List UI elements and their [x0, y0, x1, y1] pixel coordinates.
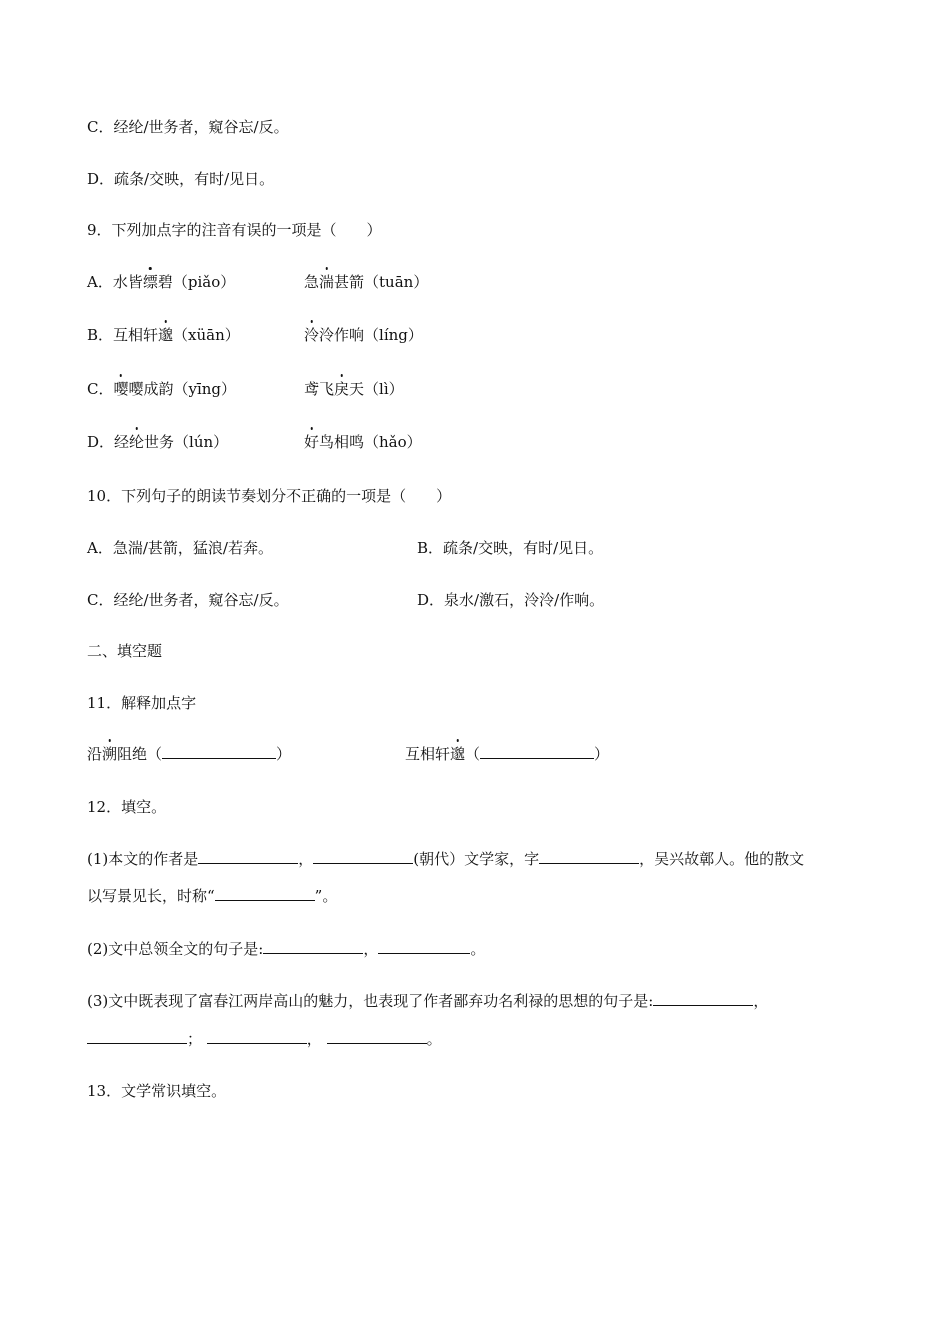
- dotted-char: 邈: [450, 745, 466, 763]
- q9-a-right-text: 甚箭（tuān）: [334, 273, 429, 291]
- q9-c-right-text: 天（lì）: [349, 380, 404, 398]
- q9-d-text: D．经: [87, 433, 130, 451]
- q9-b-text: （xüān）: [173, 326, 240, 344]
- q12-text: ，吴兴故鄣人。他的散文: [639, 850, 805, 868]
- q12-text: ，: [298, 850, 314, 868]
- q10-option-b: B．疏条/交映，有时/见日。: [417, 539, 604, 557]
- q9-a-text: 碧（piǎo）: [157, 273, 236, 291]
- dotted-char: 泠: [304, 326, 320, 344]
- q8-option-c: C．经纶/世务者，窥谷忘/反。: [87, 118, 289, 136]
- q9-stem: 9．下列加点字的注音有误的一项是（ ）: [87, 221, 382, 239]
- q9-option-c: [87, 379, 236, 399]
- q9-b-text: B．互相轩: [87, 326, 159, 344]
- answer-blank[interactable]: [198, 849, 298, 864]
- q12-part2: [87, 939, 485, 959]
- dotted-char: 纶: [129, 433, 145, 451]
- q9-c-right-text: 鸢飞: [304, 380, 335, 398]
- q9-option-b-right: [304, 325, 423, 345]
- q9-option-b: [87, 325, 240, 345]
- q11-left-text: 沿: [87, 745, 103, 763]
- q9-b-right-text: 泠作响（líng）: [319, 326, 423, 344]
- dotted-char: 缥: [142, 273, 158, 291]
- q12-text: (1)本文的作者是: [87, 850, 199, 868]
- q12-part3-line2: [87, 1029, 442, 1049]
- answer-blank[interactable]: [327, 1029, 427, 1044]
- answer-blank[interactable]: [653, 991, 753, 1006]
- dotted-char: 戾: [334, 380, 350, 398]
- q12-text: ，: [306, 1030, 322, 1048]
- q10-stem: 10．下列句子的朗读节奏划分不正确的一项是（ ）: [87, 487, 452, 505]
- answer-blank[interactable]: [378, 939, 470, 954]
- q13-stem: 13．文学常识填空。: [87, 1082, 227, 1100]
- q11-right-text: 互相轩: [405, 745, 451, 763]
- q12-text: 。: [426, 1030, 442, 1048]
- q12-text: ”。: [314, 887, 338, 905]
- dotted-char: 溯: [102, 745, 118, 763]
- q11-right-close: ）: [594, 745, 610, 763]
- q11-stem: 11．解释加点字: [87, 694, 197, 712]
- q9-option-d: [87, 432, 228, 452]
- q9-a-right-text: 急: [304, 273, 320, 291]
- q10-option-a: A．急湍/甚箭，猛浪/若奔。: [87, 539, 273, 557]
- q12-part1-line1: [87, 849, 804, 869]
- answer-blank[interactable]: [162, 744, 276, 759]
- q9-d-text: 世务（lún）: [144, 433, 229, 451]
- q9-c-text: C．: [87, 380, 114, 398]
- q11-item-right: [405, 744, 609, 764]
- q9-d-right-text: 鸟相鸣（hǎo）: [319, 433, 422, 451]
- q9-option-a-right: [304, 272, 428, 292]
- q9-option-c-right: [304, 379, 404, 399]
- q9-a-text: A．水皆: [87, 273, 143, 291]
- q11-left-text: 阻绝（: [117, 745, 163, 763]
- answer-blank[interactable]: [87, 1029, 187, 1044]
- q12-text: ，: [363, 940, 379, 958]
- q11-right-text: （: [465, 745, 481, 763]
- q10-option-d: D．泉水/激石，泠泠/作响。: [417, 591, 605, 609]
- q12-text: (2)文中总领全文的句子是:: [87, 940, 264, 958]
- q12-text: ，: [753, 992, 769, 1010]
- answer-blank[interactable]: [207, 1029, 307, 1044]
- q11-item-left: [87, 744, 291, 764]
- q12-text: (朝代）文学家，字: [413, 850, 540, 868]
- q12-part3-line1: [87, 991, 768, 1011]
- q12-stem: 12．填空。: [87, 798, 167, 816]
- dotted-char: 邈: [158, 326, 174, 344]
- answer-blank[interactable]: [313, 849, 413, 864]
- dotted-char: 湍: [319, 273, 335, 291]
- answer-blank[interactable]: [539, 849, 639, 864]
- q12-text: 以写景见长，时称“: [87, 887, 215, 905]
- q9-option-d-right: [304, 432, 422, 452]
- q11-left-close: ）: [276, 745, 292, 763]
- q12-text: ；: [187, 1030, 203, 1048]
- q12-text: 。: [470, 940, 486, 958]
- answer-blank[interactable]: [480, 744, 594, 759]
- answer-blank[interactable]: [215, 886, 315, 901]
- q8-option-d: D．疏条/交映，有时/见日。: [87, 170, 275, 188]
- dotted-char: 嘤: [113, 380, 129, 398]
- q10-option-c: C．经纶/世务者，窥谷忘/反。: [87, 591, 289, 609]
- answer-blank[interactable]: [263, 939, 363, 954]
- q9-option-a: [87, 272, 235, 292]
- dotted-char: 好: [304, 433, 320, 451]
- q12-text: (3)文中既表现了富春江两岸高山的魅力，也表现了作者鄙弃功名利禄的思想的句子是:: [87, 992, 654, 1010]
- q12-part1-line2: [87, 886, 337, 906]
- section-heading: 二、填空题: [87, 642, 163, 660]
- q9-c-text: 嘤成韵（yīng）: [128, 380, 237, 398]
